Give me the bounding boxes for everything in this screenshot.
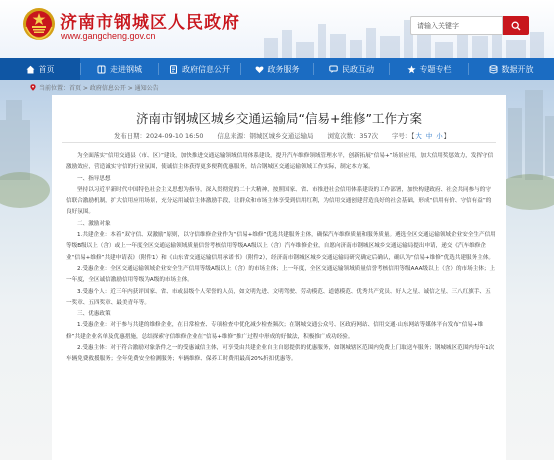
site-header (0, 0, 554, 58)
section-heading: 一、指导思想 (77, 175, 111, 182)
font-size-medium-link[interactable]: 中 (425, 132, 433, 140)
view-count: 浏览次数：357次 (327, 132, 378, 140)
article-title: 济南市钢城区城乡交通运输局“信易+维修”工作方案 (136, 111, 422, 126)
nav-item-about[interactable] (81, 58, 158, 80)
site-domain: www.gangcheng.gov.cn (61, 31, 156, 41)
article-paragraph: 坚持以习近平新时代中国特色社会主义思想为指导，深入贯彻党的二十大精神，按照国家、省、市推进社会信用体系建设的工作部署，加快构建政府、社会共同参与的守信联合激励机制，扩大信用应用场景，充分运用诚信主体激励手段，让群众和市场主体享受到信用红利，为信用交通创建营造良好的社会基础，形成“信用有价、守信有益”的良好氛围。 (66, 186, 492, 216)
nav-item-label: 政务服务 (267, 64, 300, 74)
font-size-prefix: 字号：【 (392, 132, 415, 140)
site-title[interactable]: 济南市钢城区人民政府 (60, 13, 240, 33)
article-paragraph: 3.受惠个人：近三年内获评国家、省、市或县级个人荣誉的人员，如文明先进、文明驾驶、劳动模范、道德模范、优秀共产党员、好人之星、诚信之星、三八红旗手、五一奖章、五四奖章、最美青年等。 (66, 288, 491, 306)
home-icon (26, 65, 35, 74)
nav-item-services[interactable] (241, 58, 313, 80)
nav-item-label: 走进钢城 (110, 64, 142, 74)
search-input[interactable] (410, 16, 503, 35)
article-paragraph: 1.共建企业：本着“双守信、双激励”原则，以守信维修企业作为“信易+维修”优选共建服务主体，确保汽车维修质量和服务质量。遴选全区交通运输领域企业安全生产信用等级B级以上（含）或上一年度全区交通运输领域质量信誉考核信用等级AA级以上（含）汽车维修企业，自愿向济南市钢城区城乡交通运输局提出申请，递交《汽车维修企业“信易+维修”共建申请表》（附件1）和《山东省交通运输信用承诺书》（附件2），经济南市钢城区城乡交通运输局研究确定后确认，确认为“信易+维修”优选共建服务主体。 (66, 232, 496, 261)
publish-date: 发布日期：2024-09-10 16:50 (113, 132, 204, 140)
breadcrumb (30, 83, 159, 92)
article-paragraph: 2.受惠主体：对于符合激励对象条件之一的受惠诚信主体，可享受由共建企业自主自愿提供的优惠服务，如钢城辖区范围内免费上门取送车服务；钢城城区范围内每年1次车辆免费救援服务；全年免费安全检测服务；车辆维修、保养工时费用最高20%折扣优惠等。 (66, 345, 495, 363)
article-paragraph: 1.受惠企业：对于参与共建的维修企业，在日常检查、专项检查中优化减少检查频次；在钢城交通公众号、区政府网站、信用交通·山东网站等媒体平台发布“信易+维修”共建企业名单及优惠措施，总结探索守信维修企业在“信易+维修”推广过程中形成的好做法，积极推广成功经验。 (66, 322, 484, 340)
data-icon (489, 65, 498, 74)
nav-item-label: 首页 (38, 64, 55, 74)
search-button[interactable] (503, 16, 529, 35)
search-icon (511, 21, 521, 31)
nav-item-label: 政府信息公开 (182, 64, 230, 74)
document-icon (169, 65, 178, 74)
font-size-suffix: 】 (443, 132, 451, 140)
article-paragraph: 2.受惠企业：全区交通运输领域企业安全生产信用等级A级以上（含）的市场主体；上一年度，全区交通运输领域质量信誉考核信用等级AAA级以上（含）的市场主体；上一年度，全区诚信激励信用等级为A级的市场主体。 (66, 265, 496, 284)
title-divider (62, 142, 496, 143)
heart-icon (255, 65, 264, 74)
national-emblem-icon (22, 7, 56, 41)
article-paragraph: 为全面落实“信用交通县（市、区）”建设，加快推进交通运输领域信用体系建设，提升汽车维修领域管理水平，创新拓展“信易+”场景应用，加大信用奖惩效力，发挥守信激励效应，营造诚实守信的行业氛围，使诚信主体获得更多便利优惠服务，结合钢城区交通运输领域工作实际，制定本方案。 (66, 153, 494, 171)
article-body (66, 151, 496, 366)
article-panel (52, 95, 506, 460)
section-heading: 二、激励对象 (77, 220, 111, 227)
font-size-small-link[interactable]: 小 (436, 132, 443, 140)
nav-item-label: 专题专栏 (419, 64, 452, 74)
nav-item-label: 数据开放 (501, 64, 534, 74)
section-heading: 三、优惠政策 (77, 311, 111, 318)
breadcrumb-text[interactable]: 当前位置：首页 > 政府信息公开 > 通知公告 (39, 85, 159, 92)
nav-item-interaction[interactable] (314, 58, 389, 80)
nav-item-topics[interactable] (390, 58, 468, 80)
nav-item-home[interactable] (0, 58, 80, 80)
nav-item-label: 民政互动 (342, 64, 374, 74)
star-icon (407, 65, 416, 74)
nav-item-open-data[interactable] (469, 58, 553, 80)
article-meta (52, 131, 506, 140)
location-pin-icon (30, 84, 36, 91)
book-icon (97, 65, 106, 74)
info-source: 信息来源：钢城区城乡交通运输局 (217, 132, 314, 140)
nav-item-info-disclosure[interactable] (159, 58, 240, 80)
main-nav (0, 58, 554, 80)
font-size-large-link[interactable]: 大 (415, 132, 422, 140)
chat-icon (329, 65, 338, 74)
